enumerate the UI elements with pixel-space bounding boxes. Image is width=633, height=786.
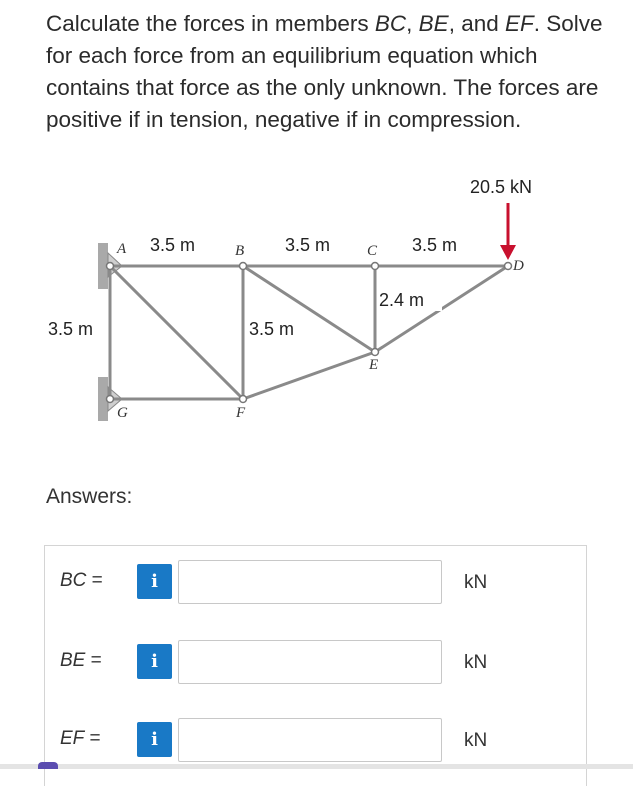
load-label: 20.5 kN	[470, 177, 533, 197]
node-a-label: A	[117, 241, 127, 257]
answer-label-bc: BC =	[60, 570, 103, 591]
dim-bf-label: 3.5 m	[249, 319, 295, 339]
member-fe	[243, 352, 375, 399]
joint-d	[505, 263, 512, 270]
node-b-label: B	[235, 243, 245, 259]
dim-cd-label: 3.5 m	[412, 235, 458, 255]
answers-heading: Answers:	[46, 485, 133, 508]
joint-b	[240, 263, 247, 270]
dim-ag-label: 3.5 m	[48, 319, 94, 339]
answer-row-bc	[45, 560, 586, 604]
unit-label-be: kN	[464, 652, 488, 673]
info-icon[interactable]: i	[137, 644, 172, 679]
dim-ce-label: 2.4 m	[379, 290, 425, 310]
bottom-divider	[0, 764, 633, 769]
unit-label-bc: kN	[464, 572, 488, 593]
node-e-label: E	[369, 357, 379, 373]
joint-g	[107, 396, 114, 403]
truss-figure	[0, 165, 633, 445]
node-f-label: F	[236, 405, 246, 421]
truss-members	[110, 266, 508, 399]
bottom-accent	[38, 762, 58, 769]
joint-e	[372, 349, 379, 356]
answer-label-be: BE =	[60, 650, 102, 671]
dim-bc-label: 3.5 m	[285, 235, 331, 255]
member-ef-ref: EF	[504, 11, 534, 36]
answer-row-be	[45, 640, 586, 684]
info-icon[interactable]: i	[137, 564, 172, 599]
node-g-label: G	[117, 405, 128, 421]
load-arrow-icon	[500, 203, 516, 260]
node-c-label: C	[367, 243, 378, 259]
member-af	[110, 266, 243, 399]
joint-f	[240, 396, 247, 403]
problem-statement: Calculate the forces in members BC, BE, and EF. Solve for each force from an equilibrium equation which contains that force as the only unknown. The forces are positive if in tension, negative if in compression.	[46, 11, 603, 132]
member-be	[243, 266, 375, 352]
answer-label-ef: EF =	[60, 728, 101, 749]
member-be-ref: BE	[418, 11, 449, 36]
answer-input-ef[interactable]	[178, 718, 442, 762]
node-d-label: D	[513, 258, 524, 274]
unit-label-ef: kN	[464, 730, 488, 751]
answer-input-bc[interactable]	[178, 560, 442, 604]
info-icon[interactable]: i	[137, 722, 172, 757]
joint-a	[107, 263, 114, 270]
dim-ab-label: 3.5 m	[150, 235, 196, 255]
member-bc-ref: BC	[374, 11, 407, 36]
answers-panel	[44, 545, 587, 786]
answer-row-ef	[45, 718, 586, 762]
answer-input-be[interactable]	[178, 640, 442, 684]
joint-c	[372, 263, 379, 270]
